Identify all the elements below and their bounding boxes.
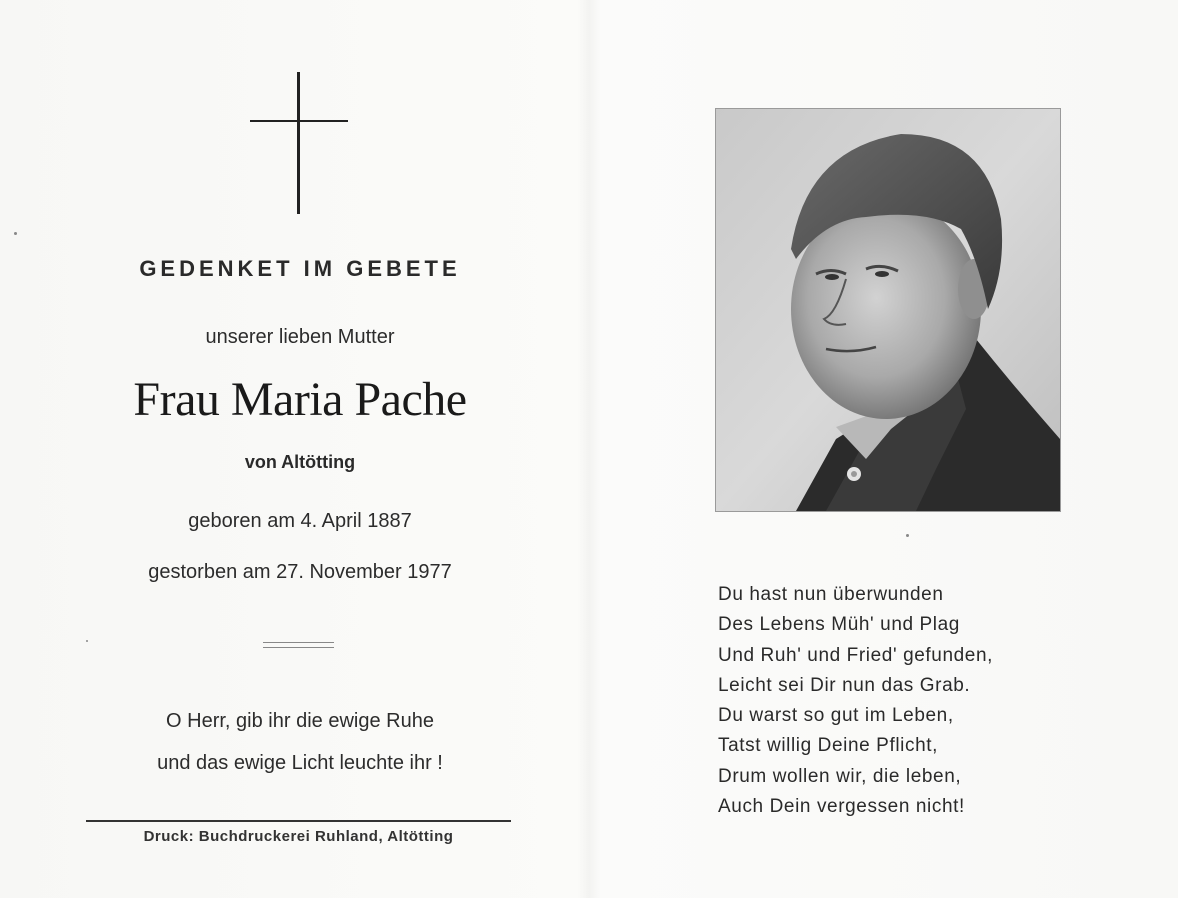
portrait-photo-icon: [715, 108, 1061, 512]
poem: [718, 580, 1118, 822]
paper-speck: [14, 232, 17, 235]
paper-speck: [906, 534, 909, 537]
cross-icon: [250, 72, 348, 214]
subheading: unserer lieben Mutter: [205, 326, 395, 348]
right-page: [589, 0, 1178, 898]
poem-line: Du warst so gut im Leben,: [718, 705, 954, 727]
poem-line: Des Lebens Müh' und Plag: [718, 614, 960, 636]
poem-line: Du hast nun überwunden: [718, 584, 944, 605]
poem-line: Tatst willig Deine Pflicht,: [718, 735, 938, 757]
poem-line: Auch Dein vergessen nicht!: [718, 796, 965, 818]
printer-credit: Druck: Buchdruckerei Ruhland, Altötting: [143, 828, 454, 845]
poem-line: Leicht sei Dir nun das Grab.: [718, 674, 971, 696]
deceased-name: Frau Maria Pache: [133, 373, 467, 426]
birth-date: geboren am 4. April 1887: [188, 510, 412, 532]
heading: GEDENKET IM GEBETE: [139, 256, 461, 281]
divider: [263, 642, 334, 648]
prayer-line-2: und das ewige Licht leuchte ihr !: [157, 752, 443, 774]
origin: von Altötting: [244, 452, 356, 472]
death-date: gestorben am 27. November 1977: [148, 561, 452, 583]
poem-line: Und Ruh' und Fried' gefunden,: [718, 644, 993, 666]
footer-rule: [86, 820, 511, 822]
prayer-line-1: O Herr, gib ihr die ewige Ruhe: [166, 710, 434, 732]
paper-speck: [86, 640, 88, 642]
poem-line: Drum wollen wir, die leben,: [718, 765, 962, 787]
